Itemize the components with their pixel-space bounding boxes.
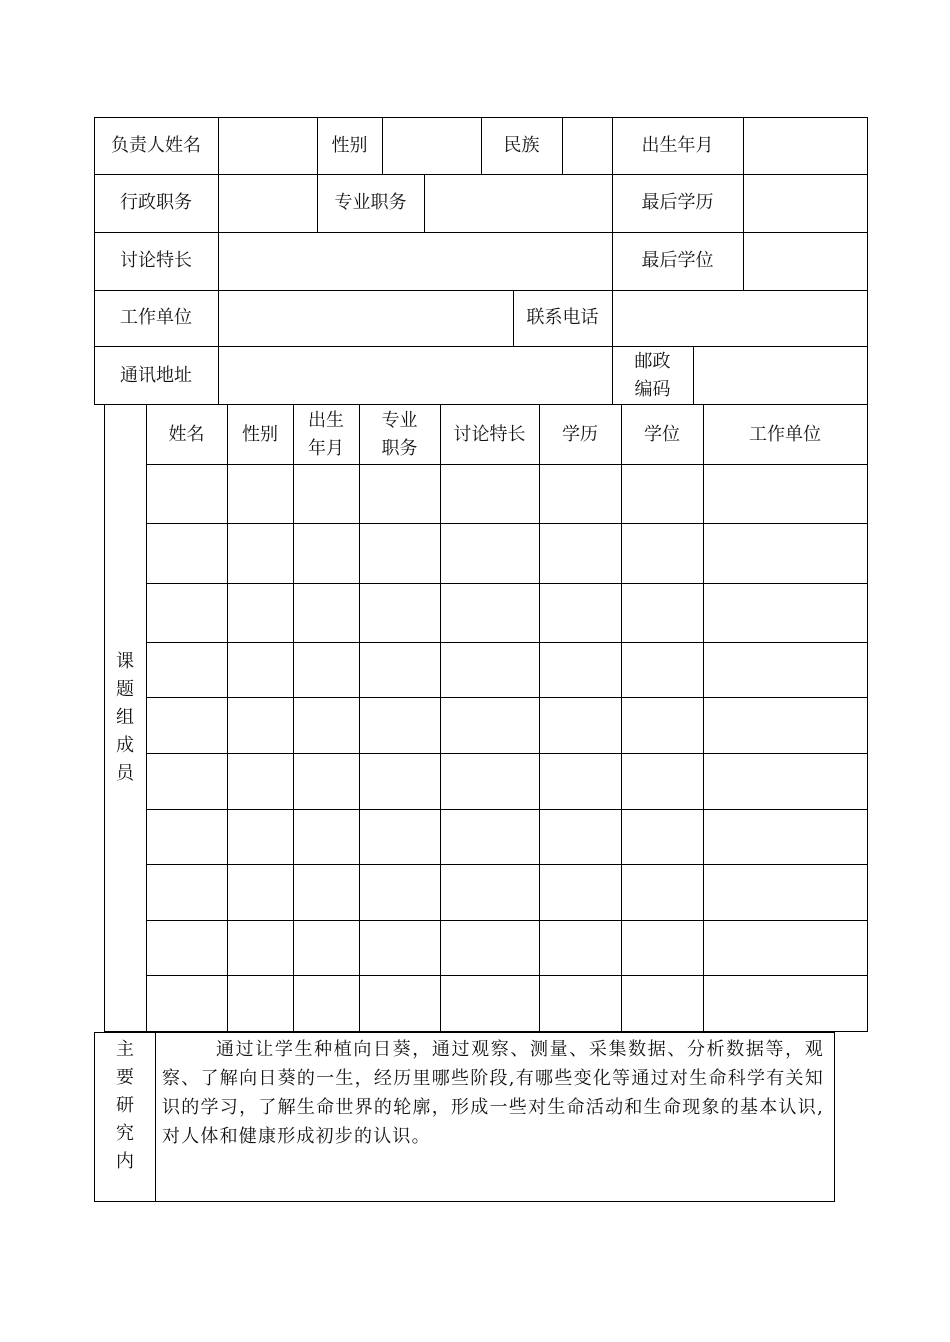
member-cell-education[interactable]	[540, 865, 621, 920]
member-cell-prof-post[interactable]	[360, 584, 440, 642]
member-cell-education[interactable]	[540, 524, 621, 583]
member-cell-birth[interactable]	[294, 584, 359, 642]
member-cell-name[interactable]	[147, 810, 227, 864]
member-cell-birth[interactable]	[294, 698, 359, 753]
members-header-col-birth: 出生 年月	[308, 409, 344, 459]
member-cell-gender[interactable]	[228, 465, 293, 523]
member-cell-name[interactable]	[147, 524, 227, 583]
member-cell-gender[interactable]	[228, 865, 293, 920]
member-cell-degree[interactable]	[622, 524, 703, 583]
member-cell-prof-post[interactable]	[360, 643, 440, 697]
member-cell-specialty[interactable]	[441, 921, 539, 975]
member-cell-prof-post[interactable]	[360, 465, 440, 523]
member-cell-prof-post[interactable]	[360, 698, 440, 753]
member-cell-specialty[interactable]	[441, 465, 539, 523]
member-cell-prof-post[interactable]	[360, 754, 440, 809]
member-cell-education[interactable]	[540, 754, 621, 809]
member-cell-employer[interactable]	[704, 754, 867, 809]
member-cell-education[interactable]	[540, 465, 621, 523]
birth-field[interactable]	[744, 118, 867, 174]
member-cell-specialty[interactable]	[441, 524, 539, 583]
member-cell-specialty[interactable]	[441, 810, 539, 864]
member-cell-prof-post[interactable]	[360, 810, 440, 864]
member-cell-gender[interactable]	[228, 810, 293, 864]
member-cell-prof-post[interactable]	[360, 976, 440, 1031]
member-cell-birth[interactable]	[294, 524, 359, 583]
research-content-text[interactable]: 通过让学生种植向日葵，通过观察、测量、采集数据、分析数据等，观察、了解向日葵的一生，经历里哪些阶段,有哪些变化等通过对生命科学有关知识的学习，了解生命世界的轮廓，形成一些对生命活动和生命现象的基本认识,对人体和健康形成初步的认识。	[162, 1039, 824, 1147]
member-cell-specialty[interactable]	[441, 865, 539, 920]
member-cell-specialty[interactable]	[441, 643, 539, 697]
gender-field[interactable]	[383, 118, 481, 174]
member-cell-name[interactable]	[147, 698, 227, 753]
member-cell-degree[interactable]	[622, 921, 703, 975]
research-section-label: 主要研究内	[116, 1039, 134, 1172]
member-cell-degree[interactable]	[622, 754, 703, 809]
prof-post-label: 专业职务	[334, 192, 407, 213]
degree-label: 最后学位	[641, 250, 714, 271]
address-label: 通讯地址	[120, 364, 192, 386]
member-cell-birth[interactable]	[294, 865, 359, 920]
member-cell-education[interactable]	[540, 976, 621, 1031]
members-header-col-specialty: 讨论特长	[453, 423, 526, 445]
member-cell-employer[interactable]	[704, 810, 867, 864]
member-cell-name[interactable]	[147, 865, 227, 920]
member-cell-birth[interactable]	[294, 465, 359, 523]
member-cell-gender[interactable]	[228, 643, 293, 697]
member-cell-degree[interactable]	[622, 643, 703, 697]
member-cell-degree[interactable]	[622, 865, 703, 920]
member-cell-name[interactable]	[147, 465, 227, 523]
member-cell-employer[interactable]	[704, 976, 867, 1031]
members-header-col-degree: 学位	[644, 423, 680, 445]
member-cell-name[interactable]	[147, 976, 227, 1031]
postcode-field[interactable]	[694, 347, 867, 405]
employer-label: 工作单位	[120, 307, 192, 328]
member-cell-gender[interactable]	[228, 754, 293, 809]
leader-name-field[interactable]	[219, 118, 317, 174]
admin-post-label: 行政职务	[120, 192, 192, 213]
member-cell-gender[interactable]	[228, 584, 293, 642]
members-header-col-education: 学历	[562, 423, 598, 445]
member-cell-birth[interactable]	[294, 976, 359, 1031]
members-section-label: 课题组成员	[116, 651, 134, 784]
member-cell-birth[interactable]	[294, 754, 359, 809]
birth-label: 出生年月	[641, 134, 714, 156]
research-label-divider	[155, 1032, 156, 1202]
member-cell-employer[interactable]	[704, 698, 867, 753]
member-cell-education[interactable]	[540, 921, 621, 975]
member-cell-education[interactable]	[540, 584, 621, 642]
member-cell-prof-post[interactable]	[360, 524, 440, 583]
member-cell-birth[interactable]	[294, 643, 359, 697]
member-cell-employer[interactable]	[704, 465, 867, 523]
member-cell-name[interactable]	[147, 643, 227, 697]
member-cell-employer[interactable]	[704, 584, 867, 642]
member-cell-employer[interactable]	[704, 524, 867, 583]
member-cell-gender[interactable]	[228, 698, 293, 753]
member-cell-degree[interactable]	[622, 976, 703, 1031]
member-cell-birth[interactable]	[294, 921, 359, 975]
degree-field[interactable]	[744, 233, 867, 290]
member-cell-gender[interactable]	[228, 524, 293, 583]
education-field[interactable]	[744, 175, 867, 232]
admin-post-field[interactable]	[219, 175, 317, 232]
members-right-border	[867, 405, 868, 1032]
member-cell-degree[interactable]	[622, 698, 703, 753]
member-cell-gender[interactable]	[228, 921, 293, 975]
members-header-col-gender: 性别	[242, 423, 278, 445]
phone-field[interactable]	[613, 291, 867, 346]
member-cell-education[interactable]	[540, 698, 621, 753]
member-cell-prof-post[interactable]	[360, 921, 440, 975]
education-label: 最后学历	[641, 192, 714, 213]
gender-label: 性别	[331, 134, 368, 156]
specialty-label: 讨论特长	[120, 250, 192, 271]
member-cell-name[interactable]	[147, 921, 227, 975]
member-cell-specialty[interactable]	[441, 698, 539, 753]
member-cell-degree[interactable]	[622, 584, 703, 642]
member-cell-specialty[interactable]	[441, 976, 539, 1031]
member-cell-name[interactable]	[147, 754, 227, 809]
postcode-label: 邮政 编码	[634, 350, 671, 400]
member-cell-degree[interactable]	[622, 465, 703, 523]
member-cell-prof-post[interactable]	[360, 865, 440, 920]
leader-name-label: 负责人姓名	[111, 134, 201, 156]
members-header-col-name: 姓名	[168, 423, 205, 445]
member-cell-employer[interactable]	[704, 643, 867, 697]
prof-post-field[interactable]	[425, 175, 612, 232]
member-cell-employer[interactable]	[704, 921, 867, 975]
specialty-field[interactable]	[219, 233, 612, 290]
phone-label: 联系电话	[526, 307, 599, 328]
member-cell-degree[interactable]	[622, 810, 703, 864]
member-cell-birth[interactable]	[294, 810, 359, 864]
address-field[interactable]	[219, 347, 612, 405]
member-cell-employer[interactable]	[704, 865, 867, 920]
members-header-col-prof-post: 专业 职务	[381, 409, 418, 459]
members-header-col-employer: 工作单位	[749, 423, 821, 445]
member-cell-education[interactable]	[540, 810, 621, 864]
member-cell-gender[interactable]	[228, 976, 293, 1031]
members-left-border	[104, 405, 105, 1032]
member-cell-name[interactable]	[147, 584, 227, 642]
employer-field[interactable]	[219, 291, 513, 346]
member-cell-education[interactable]	[540, 643, 621, 697]
ethnicity-field[interactable]	[563, 118, 612, 174]
ethnicity-label: 民族	[503, 134, 540, 156]
member-cell-specialty[interactable]	[441, 754, 539, 809]
member-cell-specialty[interactable]	[441, 584, 539, 642]
